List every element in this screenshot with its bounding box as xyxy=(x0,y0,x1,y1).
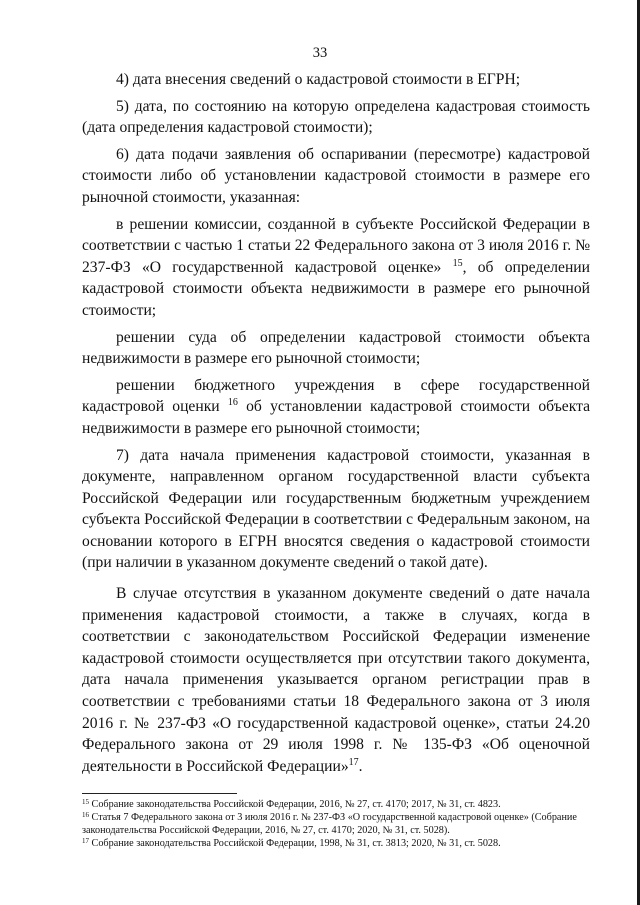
budget-text: решении бюджетного учреждения в сфере государственной кадастровой оценки xyxy=(82,376,590,416)
item-7: 7) дата начала применения кадастровой стоимости, указанная в документе, направленном органом государственной власти субъекта Российской Федерации или государственным бюджетным учреждением субъекта Российской Федерации в соответствии с Федеральным законом, на основании которого в ЕГРН вносятся сведения о кадастровой стоимости (при наличии в указанном документе сведений о такой дате). xyxy=(82,446,590,572)
footnote-text: Статья 7 Федерального закона от 3 июля 2016 г. № 237-ФЗ «О государственной кадастровой оценке» (Собрание законодательства Российской Федерации, 2016, № 27, ст. 4170; 2020, № 31, ст. 5028). xyxy=(82,812,577,836)
item-6-court: решении суда об определении кадастровой стоимости объекта недвижимости в размере его рыночной стоимости; xyxy=(82,328,590,368)
footnote-num: 17 xyxy=(82,836,89,845)
commission-text: в решении комиссии, созданной в субъекте Российской Федерации в соответствии с частью 1 статьи 22 Федерального закона от 3 июля 2016 г. № 237-ФЗ «О государственной кадастровой оценке» xyxy=(82,215,590,276)
footnote-separator xyxy=(82,793,237,794)
item-6-budget xyxy=(82,375,590,440)
commission-text-cont: , об определении кадастровой стоимости объекта недвижимости в размере его рыночной стоимости; xyxy=(82,258,590,319)
footnote-17 xyxy=(82,838,590,850)
item-6-intro: 6) дата подачи заявления об оспаривании (пересмотре) кадастровой стоимости либо об установлении кадастровой стоимости в размере его рыночной стоимости, указанная: xyxy=(82,145,590,206)
budget-text-cont: об установлении кадастровой стоимости объекта недвижимости в размере его рыночной стоимости; xyxy=(82,398,590,437)
page-number: 33 xyxy=(312,45,328,61)
item-5: 5) дата, по состоянию на которую определена кадастровая стоимость (дата определения кадастровой стоимости); xyxy=(82,97,590,137)
closing-text: В случае отсутствия в указанном документе сведений о дате начала применения кадастровой стоимости, а также в случаях, когда в соответствии с законодательством Российской Федерации изменение кадастровой стоимости осуществляется при отсутствии такого документа, дата начала применения указывается органом регистрации прав в соответствии с требованиями статьи 18 Федерального закона от 3 июля 2016 г. № 237-ФЗ «О государственной кадастровой оценке», статьи 24.20 Федерального закона от 29 июля 1998 г. № 135-ФЗ «Об оценочной деятельности в Российской Федерации» xyxy=(82,585,590,775)
footnote-num: 15 xyxy=(82,798,89,806)
footnote-num: 16 xyxy=(82,811,89,820)
document-body xyxy=(82,69,590,777)
footnote-16 xyxy=(82,812,590,837)
footnote-15 xyxy=(82,799,590,811)
footnotes xyxy=(82,799,590,851)
footnote-text: Собрание законодательства Российской Федерации, 2016, № 27, ст. 4170; 2017, № 31, ст. 4823. xyxy=(89,799,501,810)
footnote-ref-17: 17 xyxy=(348,756,359,768)
item-6-commission xyxy=(82,214,590,322)
closing-paragraph xyxy=(82,583,590,777)
item-4: 4) дата внесения сведений о кадастровой стоимости в ЕГРН; xyxy=(116,71,521,88)
closing-period: . xyxy=(358,757,363,775)
footnote-text: Собрание законодательства Российской Федерации, 1998, № 31, ст. 3813; 2020, № 31, ст. 5028. xyxy=(89,837,501,849)
footnote-ref-16: 16 xyxy=(227,397,238,409)
footnote-ref-15: 15 xyxy=(452,257,463,269)
